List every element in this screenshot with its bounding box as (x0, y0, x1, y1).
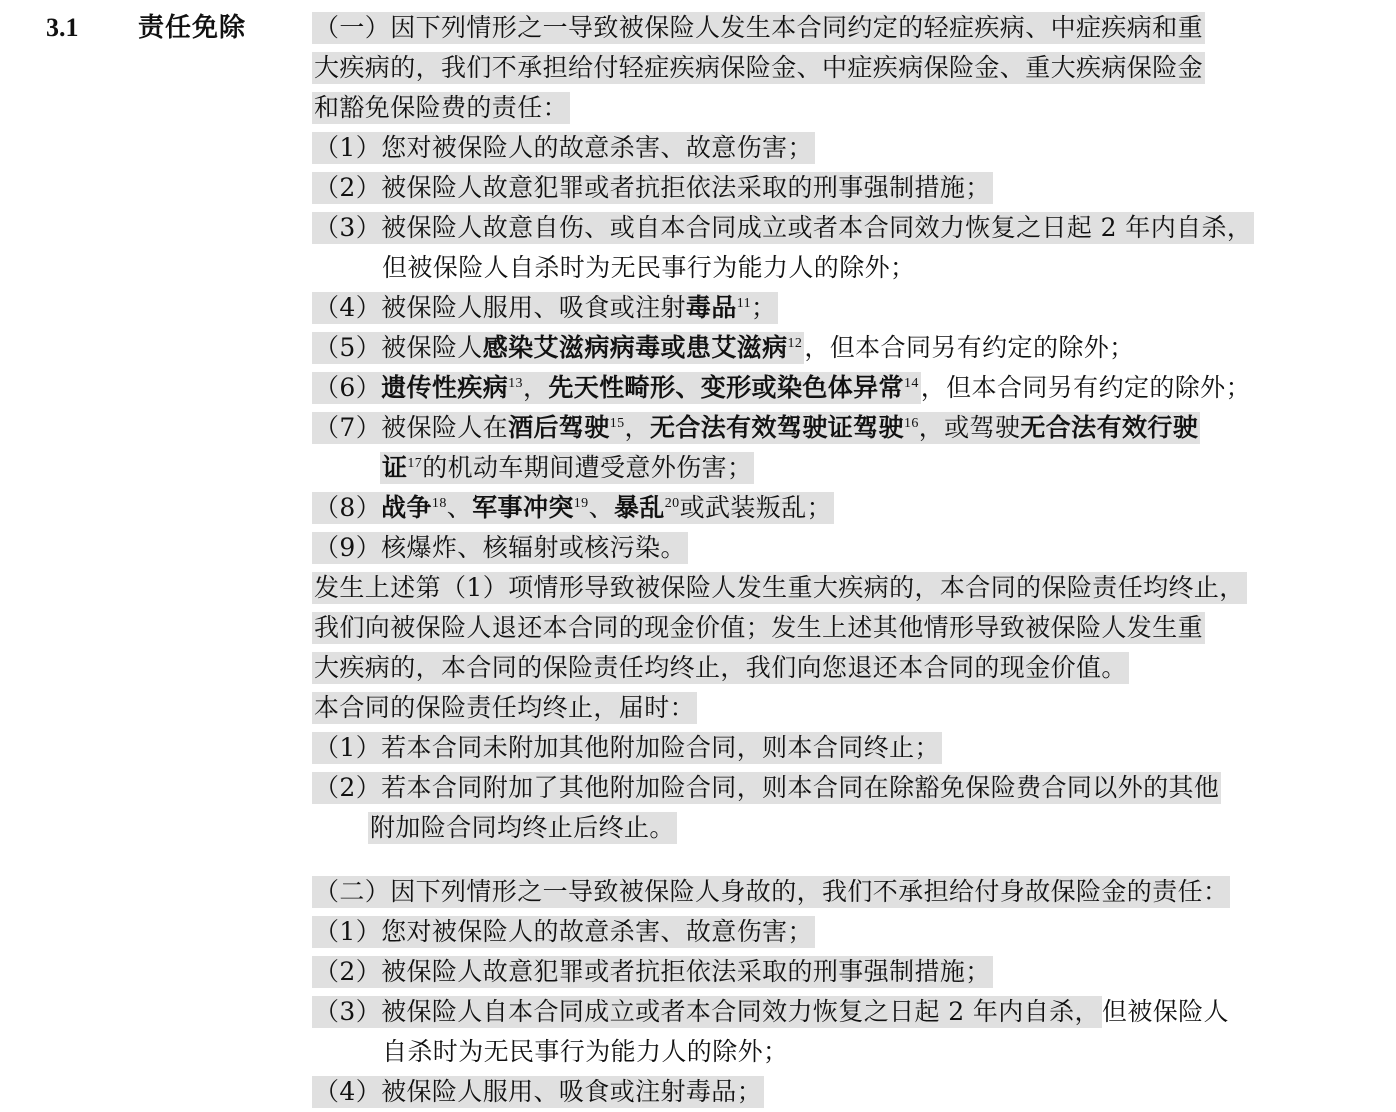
defined-term: 毒品 (685, 293, 737, 322)
exclusion-item-tail: 但被保险人 (1101, 997, 1229, 1026)
footnote-ref: 16 (903, 416, 919, 431)
clause-body: （一）因下列情形之一导致被保险人发生本合同约定的轻症疾病、中症疾病和重 大疾病的，我们不承担给付轻症疾病保险金、中症疾病保险金、重大疾病保险金 和豁免保险费的责任： （1）您对被保险人的故意杀害、故意伤害； （2）被保险人故意犯罪或者抗拒依法采取的刑事强制措施； （3）被保险人故意自伤、或自本合同成立或者本合同效力恢复之日起 2 年内自杀， 但被保险人自杀时为无民事行为能力人的除外； （4）被保险人服用、吸食或注射毒品$^{11}$； （5）被保险人感染艾滋病病毒或患艾滋病$^{12}$，但本合同另有约定的除外； （6）遗传性疾病$^{13}$，先天性畸形、变形或染色体异常$^{14}$，但本合同另有约定的除外； （7）被保险人在酒后驾驶$^{15}$，无合法有效驾驶证驾驶$^{16}$，或驾驶无合法有效行驶 证$^{17}$的机动车期间遭受意外伤害； （8）战争$^{18}$、军事冲突$^{19}$、暴乱$^{20}$或武装叛乱； （9）核爆炸、核辐射或核污染。 发生上述第（1）项情形导致被保险人发生重大疾病的，本合同的保险责任均终止， 我们向被保险人退还本合同的现金价值；发生上述其他情形导致被保险人发生重 大疾病的，本合同的保险责任均终止，我们向您退还本合同的现金价值。 本合同的保险责任均终止，届时： （1）若本合同未附加其他附加险合同，则本合同终止； （2）若本合同附加了其他附加险合同，则本合同在除豁免保险费合同以外的其他 附加险合同均终止后终止。 （二）因下列情形之一导致被保险人身故的，我们不承担给付身故保险金的责任： （1）您对被保险人的故意杀害、故意伤害； （2）被保险人故意犯罪或者抗拒依法采取的刑事强制措施； （3）被保险人自本合同成立或者本合同效力恢复之日起 2 年内自杀，但被保险人 自杀时为无民事行为能力人的除外； （4）被保险人服用、吸食或注射毒品； (314, 13, 1253, 1106)
footnote-ref: 13 (508, 376, 523, 391)
defined-term: 感染艾滋病病毒或患艾滋病 (482, 333, 788, 362)
defined-term: 证 (382, 453, 408, 482)
defined-term: 战争 (381, 493, 432, 522)
part1-intro-line: （一）因下列情形之一导致被保险人发生本合同约定的轻症疾病、中症疾病和重 (314, 13, 1204, 42)
list-item: （1）若本合同未附加其他附加险合同，则本合同终止； (314, 733, 940, 762)
exclusion-item: （2）被保险人故意犯罪或者抗拒依法采取的刑事强制措施； (314, 957, 991, 986)
footnote-ref: 12 (787, 336, 803, 351)
exclusion-item: （6）遗传性疾病$^{13}$，先天性畸形、变形或染色体异常$^{14}$ (314, 373, 919, 402)
exclusion-item: （9）核爆炸、核辐射或核污染。 (314, 533, 686, 562)
exclusion-item: （1）您对被保险人的故意杀害、故意伤害； (314, 917, 813, 946)
exclusion-item: （4）被保险人服用、吸食或注射毒品$^{11}$； (314, 293, 777, 322)
part1-intro-line: 和豁免保险费的责任： (314, 93, 569, 122)
footnote-ref: 17 (407, 456, 423, 471)
exclusion-item: （2）被保险人故意犯罪或者抗拒依法采取的刑事强制措施； (314, 173, 991, 202)
footnote-ref: 18 (431, 496, 447, 511)
footnote-ref: 15 (609, 416, 625, 431)
defined-term: 遗传性疾病 (381, 373, 509, 402)
footnote-ref: 14 (903, 376, 919, 391)
paragraph-line: 发生上述第（1）项情形导致被保险人发生重大疾病的，本合同的保险责任均终止， (314, 573, 1245, 602)
exclusion-item-continued: 证$^{17}$的机动车期间遭受意外伤害； (382, 453, 753, 482)
exclusion-item-continued: 但被保险人自杀时为无民事行为能力人的除外； (382, 253, 916, 282)
section-number: 3.1 (46, 13, 79, 42)
defined-term: 暴乱 (613, 493, 665, 522)
exclusion-item: （8）战争$^{18}$、军事冲突$^{19}$、暴乱$^{20}$或武装叛乱； (314, 493, 832, 522)
defined-term: 酒后驾驶 (508, 413, 610, 442)
defined-term: 军事冲突 (472, 493, 574, 522)
exclusion-item: （7）被保险人在酒后驾驶$^{15}$，无合法有效驾驶证驾驶$^{16}$，或驾驶无合法有效行驶 (314, 413, 1199, 442)
footnote-ref: 11 (736, 296, 752, 311)
paragraph-line: 本合同的保险责任均终止，届时： (314, 693, 696, 722)
footnote-ref: 19 (573, 496, 589, 511)
defined-term: 无合法有效驾驶证驾驶 (649, 413, 904, 442)
exclusion-item-continued: 自杀时为无民事行为能力人的除外； (382, 1037, 789, 1066)
exclusion-item: （5）被保险人感染艾滋病病毒或患艾滋病$^{12}$ (314, 333, 803, 362)
list-item: （2）若本合同附加了其他附加险合同，则本合同在除豁免保险费合同以外的其他 (314, 773, 1220, 802)
defined-term: 先天性畸形、变形或染色体异常 (548, 373, 904, 402)
paragraph-line: 我们向被保险人退还本合同的现金价值；发生上述其他情形导致被保险人发生重 (314, 613, 1204, 642)
exclusion-item: （3）被保险人自本合同成立或者本合同效力恢复之日起 2 年内自杀， (314, 997, 1100, 1026)
section-title: 责任免除 (138, 13, 247, 43)
exclusion-item: （3）被保险人故意自伤、或自本合同成立或者本合同效力恢复之日起 2 年内自杀， (314, 213, 1253, 242)
paragraph-line: 大疾病的，本合同的保险责任均终止，我们向您退还本合同的现金价值。 (314, 653, 1127, 682)
exclusion-item: （1）您对被保险人的故意杀害、故意伤害； (314, 133, 813, 162)
part1-intro-line: 大疾病的，我们不承担给付轻症疾病保险金、中症疾病保险金、重大疾病保险金 (314, 53, 1204, 82)
defined-term: 无合法有效行驶 (1020, 413, 1199, 442)
list-item-continued: 附加险合同均终止后终止。 (370, 813, 675, 842)
footnote-ref: 20 (664, 496, 680, 511)
exclusion-item: （4）被保险人服用、吸食或注射毒品； (314, 1077, 763, 1106)
part2-intro-line: （二）因下列情形之一导致被保险人身故的，我们不承担给付身故保险金的责任： (314, 877, 1229, 906)
